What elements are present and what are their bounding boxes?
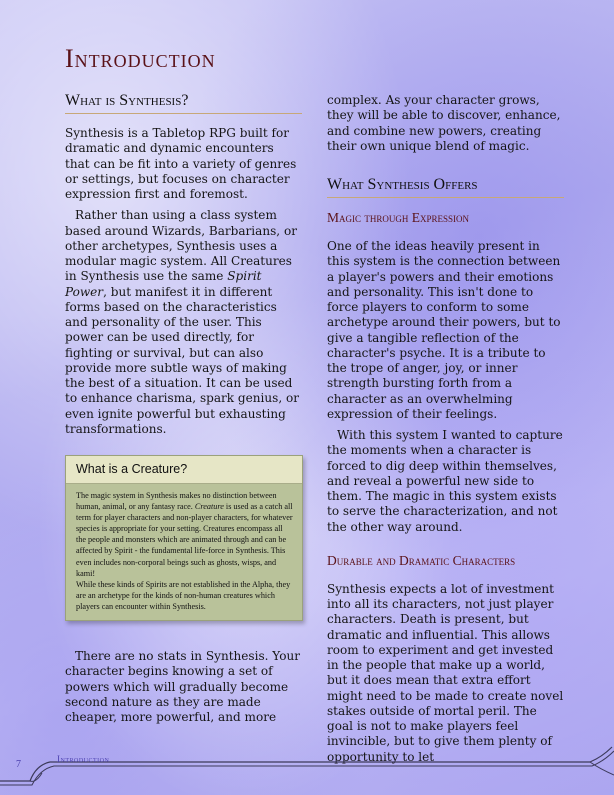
right-column [327,93,564,765]
creature-term: Creature [194,502,224,512]
paragraph-text: Rather than using a class system based around Wizards, Barbarians, or other archetypes, Synthesis uses a modular magic system. All Creatures in Synthesis use the same [65,208,297,284]
footer-ornament [0,735,614,795]
sidebar-title: What is a Creature? [66,456,302,484]
sidebar-box [65,455,303,621]
page-number: 7 [16,759,21,770]
subheading-durable-characters: Durable and Dramatic Characters [327,552,516,568]
section-heading-what-is-synthesis: What is Synthesis? [65,92,302,114]
sidebar-text: is used as a catch all term for player characters and non-player characters, for whatever species is appropriate for your setting. Creatures encompass all the people and monsters which are animated through and can be affected by Spirit - the fundamental life-force in Synthesis. This even includes non-corporal beings such as ghosts, wisps, and kami! [76,502,293,578]
paragraph-text: , but manifest it in different forms based on the characteristics and personality of the user. This power can be used directly, for fighting or survival, but can also provide more subtle ways of making the best of a situation. It can be used to enhance charisma, spark genius, or even ignite powerful but exhausting transformations. [65,284,299,436]
spirit-power-term: Spirit Power [65,269,262,299]
sidebar-text: The magic system in Synthesis makes no distinction between human, animal, or any fantasy race. [76,491,277,512]
sidebar-paragraph [76,490,294,579]
paragraph-capture-moments: With this system I wanted to capture the moments when a character is forced to dig deep within themselves, and reveal a powerful new side to them. The magic in this system exists to serve the characterization, and not the other way around. [327,428,563,534]
page-title: Introduction [65,44,216,73]
paragraph-durable: Synthesis expects a lot of investment into all its characters, not just player characters. Death is present, but dramatic and influential. This allows room to experiment and get invested in the people that make up a world, but it does mean that extra effort might need to be made to create novel stakes outside of mortal peril. The goal is not to make players feel invincible, but to give them plenty of opportunity to let [327,581,564,764]
footer-section-label: Introduction [57,754,110,764]
paragraph-continued: complex. As your character grows, they will be able to discover, enhance, and combine new powers, creating their own unique blend of magic. [327,93,561,153]
sidebar-body [66,484,302,620]
left-column [65,92,302,725]
paragraph-magic-system [65,208,302,437]
subheading-magic-through-expression: Magic through Expression [327,210,470,225]
paragraph-expression: One of the ideas heavily present in this system is the connection between a player's powers and their emotions and personality. This isn't done to force players to conform to some archetype around their powers, but to give a tangible reflection of the character's psyche. It is a tribute to the trope of anger, joy, or inner strength bursting forth from a character as an overwhelming expression of their feelings. [327,239,561,421]
paragraph-no-stats: There are no stats in Synthesis. Your character begins knowing a set of powers which will gradually become second nature as they are made cheaper, more powerful, and more [65,649,300,725]
sidebar-paragraph: While these kinds of Spirits are not established in the Alpha, they are an archetype for the kinds of non-human creatures which players can encounter within Synthesis. [76,579,291,611]
section-heading-what-synthesis-offers: What Synthesis Offers [327,176,564,198]
paragraph-intro: Synthesis is a Tabletop RPG built for dramatic and dynamic encounters that can be fit into a variety of genres or settings, but focuses on character expression first and foremost. [65,126,297,201]
